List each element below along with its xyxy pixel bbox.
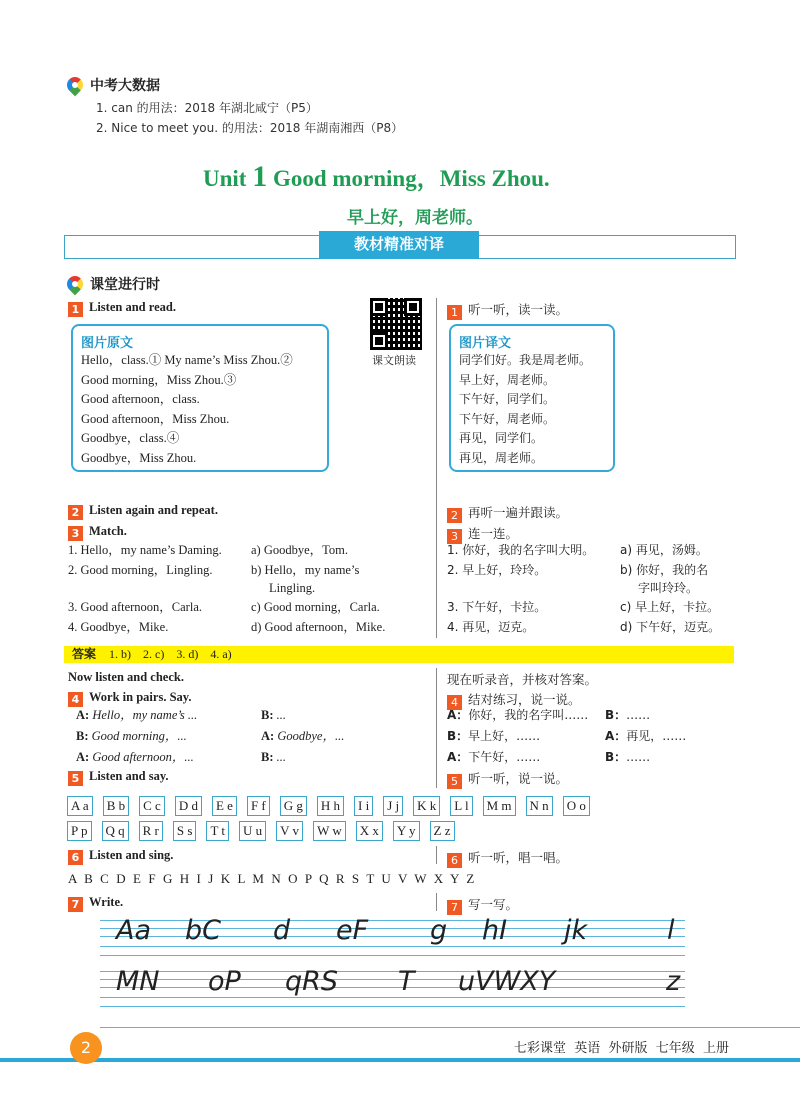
page-number: 2 — [70, 1032, 102, 1064]
letter-pair: L l — [450, 796, 472, 816]
pair-text: …… — [626, 750, 651, 764]
letter-pair: S s — [173, 821, 197, 841]
pair-text: Good morning，... — [91, 729, 187, 743]
section-6-heading-cn — [447, 848, 568, 868]
column-divider — [436, 298, 437, 638]
section-number: 6 — [447, 853, 462, 868]
pair-row-2-b — [261, 727, 344, 747]
section-label: Listen again and repeat. — [89, 503, 218, 517]
footer-bar — [0, 1058, 800, 1062]
section-number: 1 — [447, 305, 462, 320]
picture-translation-box — [449, 324, 615, 472]
section-label: Listen and say. — [89, 769, 169, 783]
section-label: Match. — [89, 524, 127, 538]
handwriting: hI — [482, 915, 508, 946]
handwriting: jk — [564, 915, 588, 946]
letter-pair: H h — [317, 796, 344, 816]
match-right-b: b) Hello，my name’s — [251, 563, 360, 577]
picture-original-box — [71, 324, 329, 472]
match-right-b-cont: Lingling. — [269, 581, 316, 595]
now-listen-heading: Now listen and check. — [68, 670, 184, 684]
exam-ref-1: 1. can 的用法：2018 年湖北咸宁（P5） — [96, 101, 318, 115]
dialog-line: Good afternoon，Miss Zhou. — [81, 411, 230, 426]
answer-bar — [64, 646, 734, 663]
section-number: 4 — [68, 692, 83, 707]
answer-label: 答案 — [72, 647, 97, 661]
letter-pair: J j — [383, 796, 403, 816]
letter-row-1 — [67, 796, 600, 816]
map-pin-icon — [64, 273, 87, 296]
section-number: 5 — [68, 771, 83, 786]
unit-prefix: Unit — [203, 166, 247, 191]
letter-pair: K k — [413, 796, 440, 816]
section-label: 再听一遍并跟读。 — [468, 505, 569, 520]
pair-text: 早上好，…… — [468, 729, 541, 743]
column-divider — [436, 668, 437, 788]
section-6-heading — [68, 848, 173, 865]
handwriting: oP — [208, 966, 241, 997]
section-7-heading — [68, 895, 123, 912]
speaker: B： — [447, 729, 469, 743]
section-5-heading — [68, 769, 169, 786]
dialog-line: 下午好，同学们。 — [459, 392, 556, 406]
section-number: 2 — [68, 505, 83, 520]
letter-pair: V v — [276, 821, 303, 841]
letter-pair: O o — [563, 796, 590, 816]
column-divider — [436, 893, 437, 911]
letter-pair: I i — [354, 796, 373, 816]
speaker: A： — [447, 750, 469, 764]
box-title: 图片译文 — [459, 336, 512, 351]
box-lines — [459, 351, 591, 468]
match-cn-left-1: 1. 你好，我的名字叫大明。 — [447, 543, 595, 557]
match-cn-right-d: d) 下午好，迈克。 — [620, 620, 721, 634]
handwriting: MN — [116, 966, 160, 997]
section-label: 听一听，读一读。 — [468, 302, 569, 317]
map-pin-icon — [64, 74, 87, 97]
match-cn-left-3: 3. 下午好，卡拉。 — [447, 600, 547, 614]
handwriting: d — [273, 915, 291, 946]
dialog-line: 早上好，周老师。 — [459, 372, 556, 387]
match-cn-right-c: c) 早上好，卡拉。 — [620, 600, 720, 614]
match-cn-right-a: a) 再见，汤姆。 — [620, 543, 708, 557]
letter-pair: F f — [247, 796, 270, 816]
letter-pair: Q q — [102, 821, 129, 841]
pair-text: ... — [276, 750, 286, 764]
section-1-heading-cn — [447, 300, 568, 320]
letter-pair: D d — [175, 796, 202, 816]
match-cn-right-b: b) 你好，我的名 — [620, 563, 709, 577]
handwriting: g — [430, 915, 448, 946]
handwriting: z — [666, 966, 681, 997]
speaker: B: — [261, 708, 274, 722]
section-number: 7 — [447, 900, 462, 915]
pair-row-1-b — [261, 706, 286, 726]
section-title-classroom: 课堂进行时 — [90, 277, 160, 293]
section-1-heading — [68, 300, 176, 317]
letter-pair: W w — [313, 821, 346, 841]
pair-text: 你好，我的名字叫…… — [468, 708, 589, 722]
letter-pair: U u — [239, 821, 266, 841]
speaker: A: — [76, 750, 90, 764]
letter-pair: N n — [526, 796, 553, 816]
pair-text: Good afternoon，... — [92, 750, 194, 764]
unit-title-cn: 早上好，周老师。 — [347, 208, 483, 228]
handwriting: eF — [336, 915, 369, 946]
speaker: B: — [261, 750, 274, 764]
pair-row-1 — [76, 706, 197, 726]
section-label: 结对练习，说一说。 — [468, 692, 581, 707]
section-3-heading — [68, 524, 127, 541]
section-label: 听一听，说一说。 — [468, 771, 569, 786]
exam-ref-2: 2. Nice to meet you. 的用法：2018 年湖南湘西（P8） — [96, 121, 404, 135]
section-5-heading-cn — [447, 769, 568, 789]
pair-row-3 — [76, 748, 194, 768]
speaker: B: — [76, 729, 89, 743]
pair-text: Goodbye，... — [277, 729, 345, 743]
unit-number: 1 — [252, 160, 268, 193]
dialog-line: 下午好，周老师。 — [459, 411, 556, 426]
section-number: 2 — [447, 508, 462, 523]
handwriting: qRS — [285, 966, 339, 997]
dialog-line: Good morning，Miss Zhou.③ — [81, 372, 237, 387]
handwriting: l — [667, 915, 675, 946]
dialog-line: 再见，同学们。 — [459, 431, 544, 445]
pair-cn-row-1 — [447, 706, 588, 726]
section-number: 6 — [68, 850, 83, 865]
now-listen-heading-cn: 现在听录音，并核对答案。 — [447, 672, 598, 687]
dialog-line: Goodbye，Miss Zhou. — [81, 450, 197, 465]
unit-name: Good morning，Miss Zhou. — [272, 166, 550, 191]
speaker: B： — [605, 708, 627, 722]
handwriting: uVWXY — [458, 966, 556, 997]
section-number: 3 — [447, 529, 462, 544]
match-left-3: 3. Good afternoon，Carla. — [68, 600, 202, 614]
section-2-heading — [68, 503, 218, 520]
pair-cn-row-2-b — [605, 727, 686, 747]
match-cn-left-2: 2. 早上好，玲玲。 — [447, 563, 547, 577]
letter-pair: M m — [483, 796, 516, 816]
handwriting: T — [398, 966, 415, 997]
match-left-2: 2. Good morning，Lingling. — [68, 563, 213, 577]
section-2-heading-cn — [447, 503, 568, 523]
handwriting: Aa — [116, 915, 152, 946]
banner-title: 教材精准对译 — [319, 231, 479, 259]
letter-row-2 — [67, 821, 465, 841]
handwriting: bC — [185, 915, 221, 946]
alphabet-line: A B C D E F G H I J K L M N O P Q R S T U V W X Y Z — [68, 871, 475, 886]
pair-text: …… — [626, 708, 651, 722]
match-right-a: a) Goodbye，Tom. — [251, 543, 349, 557]
letter-pair: C c — [139, 796, 165, 816]
section-number: 4 — [447, 695, 462, 710]
section-label: 听一听，唱一唱。 — [468, 850, 569, 865]
pair-cn-row-2 — [447, 727, 540, 747]
speaker: A： — [605, 729, 627, 743]
letter-pair: R r — [139, 821, 163, 841]
match-cn-left-4: 4. 再见，迈克。 — [447, 620, 535, 634]
column-divider — [436, 846, 437, 864]
section-title-exam-data: 中考大数据 — [90, 78, 160, 94]
unit-title — [203, 160, 550, 194]
section-label: Listen and read. — [89, 300, 176, 314]
box-lines — [81, 351, 293, 468]
letter-pair: T t — [206, 821, 229, 841]
section-number: 7 — [68, 897, 83, 912]
dialog-line: Hello，class.① My name’s Miss Zhou.② — [81, 353, 293, 367]
section-label: Listen and sing. — [89, 848, 174, 862]
section-label: 连一连。 — [468, 526, 519, 541]
letter-pair: P p — [67, 821, 92, 841]
match-right-d: d) Good afternoon，Mike. — [251, 620, 386, 634]
speaker: A: — [261, 729, 275, 743]
pair-cn-row-3 — [447, 748, 540, 768]
match-right-c: c) Good morning，Carla. — [251, 600, 380, 614]
section-number: 1 — [68, 302, 83, 317]
match-cn-right-b-cont: 字叫玲玲。 — [638, 581, 699, 595]
pair-text: 再见，…… — [626, 729, 687, 743]
pair-row-3-b — [261, 748, 286, 768]
pair-text: 下午好，…… — [468, 750, 541, 764]
speaker: A： — [447, 708, 469, 722]
match-left-4: 4. Goodbye，Mike. — [68, 620, 169, 634]
pair-row-2 — [76, 727, 187, 747]
pair-text: Hello，my name’s ... — [92, 708, 198, 722]
pair-cn-row-3-b — [605, 748, 650, 768]
pair-cn-row-1-b — [605, 706, 650, 726]
pair-text: ... — [276, 708, 286, 722]
letter-pair: X x — [356, 821, 383, 841]
dialog-line: 再见，周老师。 — [459, 450, 544, 465]
section-label: Work in pairs. Say. — [89, 690, 192, 704]
section-4-heading — [68, 690, 191, 707]
footer-book-title: 七彩课堂 英语 外研版 七年级 上册 — [514, 1041, 730, 1056]
letter-pair: G g — [280, 796, 307, 816]
section-label: Write. — [89, 895, 124, 909]
letter-pair: Z z — [430, 821, 455, 841]
dialog-line: 同学们好。我是周老师。 — [459, 353, 592, 367]
letter-pair: Y y — [393, 821, 420, 841]
qr-caption: 课文朗读 — [372, 354, 416, 367]
letter-pair: B b — [103, 796, 129, 816]
letter-pair: A a — [67, 796, 93, 816]
section-number: 5 — [447, 774, 462, 789]
speaker: A: — [76, 708, 90, 722]
answer-text: 1. b) 2. c) 3. d) 4. a) — [109, 647, 232, 661]
speaker: B： — [605, 750, 627, 764]
letter-pair: E e — [212, 796, 237, 816]
section-label: 写一写。 — [468, 897, 519, 912]
box-title: 图片原文 — [81, 336, 134, 351]
match-left-1: 1. Hello，my name’s Daming. — [68, 543, 222, 557]
section-number: 3 — [68, 526, 83, 541]
section-7-heading-cn — [447, 895, 518, 915]
dialog-line: Goodbye，class.④ — [81, 431, 180, 445]
qr-code[interactable] — [370, 298, 422, 350]
dialog-line: Good afternoon，class. — [81, 392, 200, 406]
footer-rule — [100, 1027, 800, 1028]
